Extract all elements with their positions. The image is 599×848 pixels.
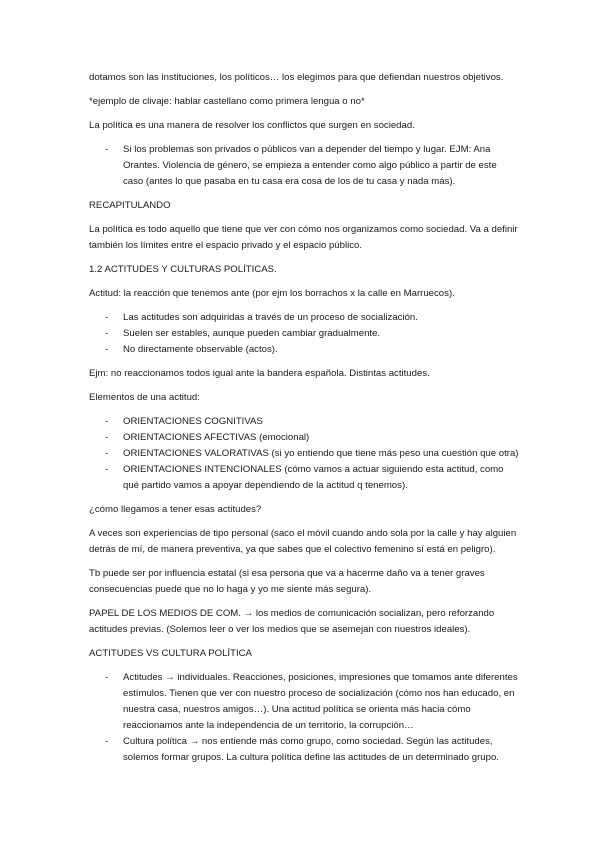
influencia-paragraph: Tb puede ser por influencia estatal (si esa persona que va a hacerme daño va a tener graves consecuencias puede que no lo haga y yo me siente más segura). xyxy=(89,568,485,595)
bandera-example: Ejm: no reaccionamos todos igual ante la bandera española. Distintas actitudes. xyxy=(89,368,430,379)
list-item: - No directamente observable (actos). xyxy=(89,342,519,358)
list-item: - ORIENTACIONES INTENCIONALES (cómo vamos a actuar siguiendo esta actitud, como qué partido vamos a apoyar dependiendo de la actitud q tenemos). xyxy=(89,462,519,494)
elementos-list xyxy=(89,414,519,494)
continuation-paragraph: dotamos son las instituciones, los políticos… los elegimos para que defiendan nuestros objetivos. xyxy=(89,72,504,83)
list-item: - Actitudes → individuales. Reacciones, posiciones, impresiones que tomamos ante diferentes estímulos. Tienen que ver con nuestro proceso de socialización (cómo nos han educado, en nuestra casa, nuestros amigos…). Una actitud política se orienta más hacia cómo reaccionamos ante la independencia de un territorio, la corrupción… xyxy=(89,670,519,734)
list-item: - Si los problemas son privados o públicos van a depender del tiempo y lugar. EJM: Ana Orantes. Violencia de género, se empieza a entender como algo público a partir de este caso (antes lo que pasaba en tu casa era cosa de los de tu casa y nada más). xyxy=(89,142,519,190)
vs-heading: ACTITUDES VS CULTURA POLÍTICA xyxy=(89,648,252,659)
list-item: - ORIENTACIONES AFECTIVAS (emocional) xyxy=(89,430,519,446)
list-item: - ORIENTACIONES VALORATIVAS (si yo entiendo que tiene más peso una cuestión que otra) xyxy=(89,446,519,462)
recap-paragraph: La política es todo aquello que tiene que ver con cómo nos organizamos como sociedad. Va a definir también los límites entre el espacio privado y el espacio público. xyxy=(89,224,518,251)
experiencias-paragraph: A veces son experiencias de tipo personal (saco el móvil cuando ando sola por la calle y hay alguien detrás de mí, de manera preventiva, ya que sabes que el colectivo femenino sí está en peligro). xyxy=(89,528,517,555)
question-heading: ¿cómo llegamos a tener esas actitudes? xyxy=(89,504,262,515)
vs-list xyxy=(89,670,519,766)
politica-definition: La política es una manera de resolver los conflictos que surgen en sociedad. xyxy=(89,120,415,131)
medios-paragraph: PAPEL DE LOS MEDIOS DE COM. → los medios de comunicación socializan, pero reforzando actitudes previas. (Solemos leer o ver los medios que se asemejan con nuestros ideales). xyxy=(89,608,495,635)
recap-heading: RECAPITULANDO xyxy=(89,200,171,211)
list-item: - Las actitudes son adquiridas a través de un proceso de socialización. xyxy=(89,310,519,326)
elementos-heading: Elementos de una actitud: xyxy=(89,392,200,403)
actitud-definition: Actitud: la reacción que tenemos ante (por ejm los borrachos x la calle en Marruecos). xyxy=(89,288,455,299)
section-heading: 1.2 ACTITUDES Y CULTURAS POLÍTICAS. xyxy=(89,264,277,275)
actitud-list xyxy=(89,310,519,358)
list-item: - ORIENTACIONES COGNITIVAS xyxy=(89,414,519,430)
list-item: - Suelen ser estables, aunque pueden cambiar gradualmente. xyxy=(89,326,519,342)
politica-list xyxy=(89,142,519,190)
clivaje-note: *ejemplo de clivaje: hablar castellano como primera lengua o no* xyxy=(89,96,365,107)
list-item: - Cultura política → nos entiende más como grupo, como sociedad. Según las actitudes, solemos formar grupos. La cultura política define las actitudes de un determinado grupo. xyxy=(89,734,519,766)
